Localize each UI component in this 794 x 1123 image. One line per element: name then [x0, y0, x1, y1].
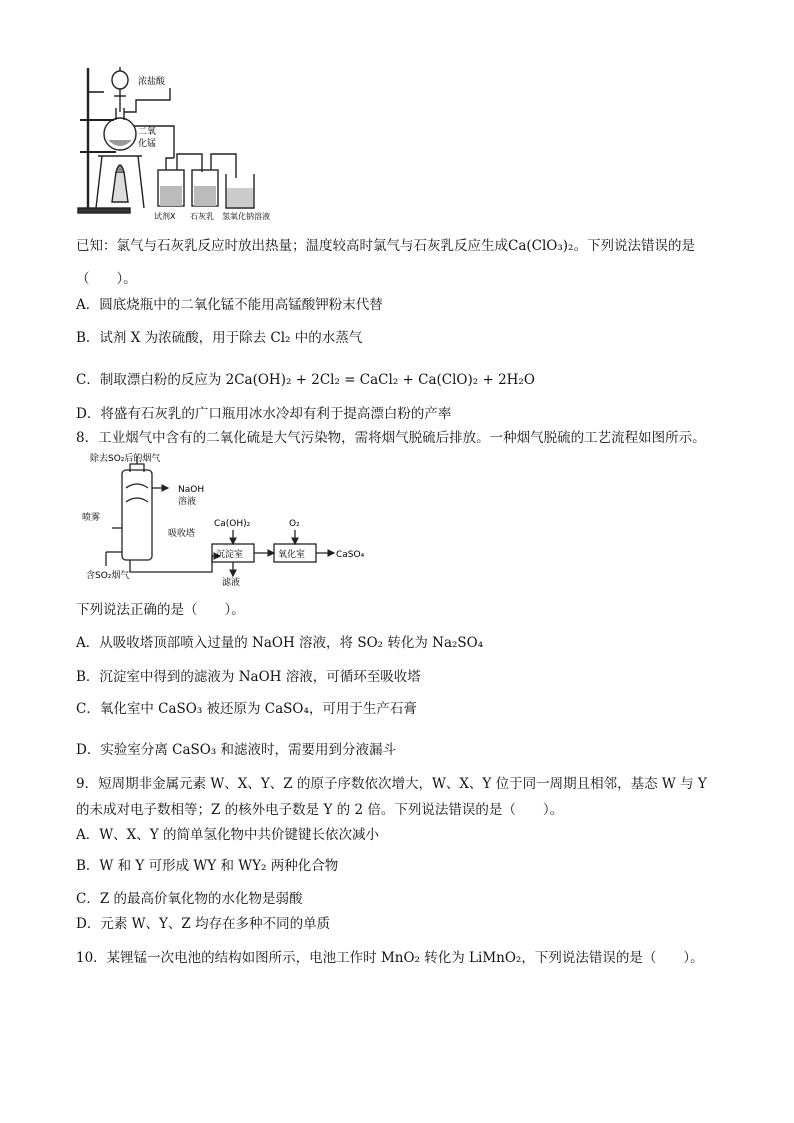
q7-option-a: A．圆底烧瓶中的二氧化锰不能用高锰酸钾粉末代替 [76, 297, 383, 313]
label-lime-milk: 石灰乳 [190, 212, 214, 221]
q9-stem-line-1: 9．短周期非金属元素 W、X、Y、Z 的原子序数依次增大，W、X、Y 位于同一周期且相邻，基态 W 与 Y [76, 776, 707, 792]
label-mno2-1: 二氧 [138, 127, 157, 137]
flue-gas-desulfurization-figure [82, 452, 372, 586]
q9-option-c: C．Z 的最高价氧化物的水化物是弱酸 [76, 891, 303, 907]
label-naoh-1: NaOH [178, 485, 205, 495]
label-reagent-x: 试剂X [154, 212, 176, 221]
q7-formula: Ca(ClO₃)₂ [508, 238, 574, 254]
label-conc-hcl: 浓盐酸 [138, 77, 166, 87]
label-naoh-solution: 氢氧化钠溶液 [222, 212, 270, 221]
q9-option-a: A．W、X、Y 的简单氢化物中共价键键长依次减小 [76, 827, 379, 843]
label-absorber-tower: 吸收塔 [168, 529, 196, 539]
label-filtrate: 滤液 [222, 578, 241, 586]
q7-option-d: D．将盛有石灰乳的广口瓶用冰水冷却有利于提高漂白粉的产率 [76, 406, 452, 422]
q8-stem: 8．工业烟气中含有的二氧化硫是大气污染物，需将烟气脱硫后排放。一种烟气脱硫的工艺流程如图所示。 [76, 430, 706, 446]
oxidation-room-box: 氧化室 [278, 550, 306, 560]
label-caoh2: Ca(OH)₂ [214, 519, 251, 529]
q7-known-text: 已知：氯气与石灰乳反应时放出热量；温度较高时氯气与石灰乳反应生成 [76, 238, 508, 254]
label-mno2-2: 化锰 [138, 139, 157, 149]
label-o2: O₂ [289, 519, 300, 529]
label-so2-inlet: 含SO₂烟气 [86, 571, 130, 581]
q8-option-c: C．氧化室中 CaSO₃ 被还原为 CaSO₄，可用于生产石膏 [76, 701, 417, 717]
q8-option-d: D．实验室分离 CaSO₃ 和滤液时，需要用到分液漏斗 [76, 742, 397, 758]
q8-option-b: B．沉淀室中得到的滤液为 NaOH 溶液，可循环至吸收塔 [76, 669, 421, 685]
label-cleaned-gas: 除去SO₂后的烟气 [90, 454, 161, 464]
settling-room-box: 沉淀室 [216, 550, 244, 560]
q9-option-d: D．元素 W、Y、Z 均存在多种不同的单质 [76, 916, 331, 932]
label-caso4-product: CaSO₄ [336, 550, 365, 560]
q7-known-end: 。下列说法错误的是 [573, 238, 695, 254]
q7-option-b: B．试剂 X 为浓硫酸，用于除去 Cl₂ 中的水蒸气 [76, 330, 363, 346]
q7-known-line [76, 237, 695, 255]
q10-stem: 10．某锂锰一次电池的结构如图所示，电池工作时 MnO₂ 转化为 LiMnO₂，下列说法错误的是（ ）。 [76, 950, 704, 966]
label-naoh-2: 溶液 [178, 497, 197, 507]
q7-option-c: C．制取漂白粉的反应为 2Ca(OH)₂ + 2Cl₂ = CaCl₂ + Ca(ClO)₂ + 2H₂O [76, 372, 535, 388]
q9-stem-line-2: 的未成对电子数相等；Z 的核外电子数是 Y 的 2 倍。下列说法错误的是（ ）。 [76, 802, 564, 818]
q9-option-b: B．W 和 Y 可形成 WY 和 WY₂ 两种化合物 [76, 858, 339, 874]
q8-option-a: A．从吸收塔顶部喷入过量的 NaOH 溶液，将 SO₂ 转化为 Na₂SO₄ [76, 635, 484, 651]
q8-ask: 下列说法正确的是（ ）。 [76, 602, 245, 618]
label-spray: 喷雾 [82, 513, 101, 523]
chlorine-apparatus-figure [74, 62, 296, 222]
q7-paren: （ ）。 [76, 271, 137, 287]
